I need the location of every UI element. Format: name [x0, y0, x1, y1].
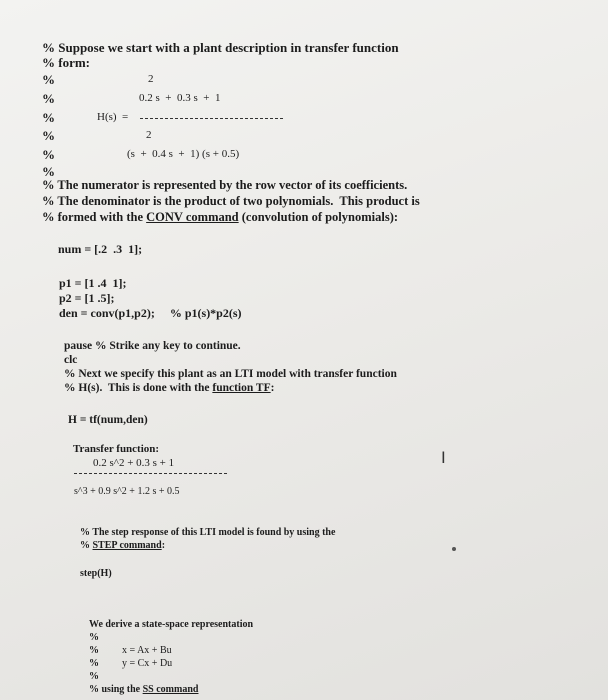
text-cursor-icon: I: [441, 448, 446, 467]
tf-num-exponent: 2: [148, 73, 154, 85]
ss-line-5-prefix: % using the: [89, 684, 143, 695]
desc-line-3-prefix: % formed with the: [42, 210, 147, 224]
tf-den-exponent: 2: [146, 129, 152, 141]
ss-command-link[interactable]: SS command: [142, 684, 199, 695]
comment-percent: %: [89, 645, 99, 656]
ss-eq-2: y = Cx + Du: [122, 658, 173, 669]
comment-percent: %: [42, 110, 55, 125]
desc-line-3: [42, 210, 398, 225]
dot-mark: [452, 547, 456, 551]
tf-denominator: (s + 0.4 s + 1) (s + 0.5): [127, 148, 240, 160]
step-line-2-suffix: :: [161, 540, 166, 551]
comment-percent: %: [89, 632, 99, 643]
tf-output-fraction-bar: [74, 473, 227, 474]
conv-command-link[interactable]: CONV command: [146, 210, 239, 224]
step-line-2: [80, 538, 165, 553]
ss-line-1: We derive a state-space representation: [89, 619, 254, 630]
tf-numerator: 0.2 s + 0.3 s + 1: [139, 92, 221, 104]
comment-percent: %: [89, 671, 99, 682]
step-command-link[interactable]: STEP command: [92, 540, 162, 551]
comment-percent: %: [42, 147, 55, 162]
code-den: den = conv(p1,p2); % p1(s)*p2(s): [59, 306, 242, 320]
tf-output-numerator: 0.2 s^2 + 0.3 s + 1: [93, 457, 175, 469]
code-num: num = [.2 .3 1];: [58, 242, 143, 256]
fraction-bar: [140, 118, 283, 119]
intro-line-2: % form:: [42, 55, 91, 70]
tf-command: H = tf(num,den): [68, 414, 148, 426]
pause-line: pause % Strike any key to continue.: [64, 340, 241, 352]
intro-line-1: % Suppose we start with a plant description in transfer function: [42, 40, 399, 55]
pause-line-4-prefix: % H(s). This is done with the: [64, 382, 213, 394]
pause-line-4: [64, 381, 274, 396]
ss-line-5: [89, 682, 198, 697]
step-command: step(H): [80, 568, 112, 579]
ss-eq-1: x = Ax + Bu: [122, 645, 172, 656]
comment-percent: %: [89, 658, 99, 669]
comment-percent: %: [42, 128, 55, 143]
tf-output-denominator: s^3 + 0.9 s^2 + 1.2 s + 0.5: [74, 486, 180, 497]
comment-percent: %: [42, 72, 55, 87]
tf-label: H(s) =: [97, 111, 129, 123]
code-p1: p1 = [1 .4 1];: [59, 276, 127, 290]
pause-line-4-suffix: :: [270, 382, 275, 394]
comment-percent: %: [42, 91, 55, 106]
tf-output-header: Transfer function:: [73, 443, 160, 455]
code-p2: p2 = [1 .5];: [59, 291, 115, 305]
step-line-2-prefix: %: [80, 540, 93, 551]
pause-line-3: % Next we specify this plant as an LTI model with transfer function: [64, 368, 397, 380]
tf-function-link[interactable]: function TF: [212, 382, 271, 394]
comment-percent: %: [42, 164, 55, 179]
desc-line-2: % The denominator is the product of two polynomials. This product is: [42, 194, 420, 208]
desc-line-3-suffix: (convolution of polynomials):: [238, 210, 399, 224]
desc-line-1: % The numerator is represented by the row vector of its coefficients.: [42, 178, 408, 192]
step-line-1: % The step response of this LTI model is found by using the: [80, 527, 336, 538]
clc-line: clc: [64, 354, 78, 366]
